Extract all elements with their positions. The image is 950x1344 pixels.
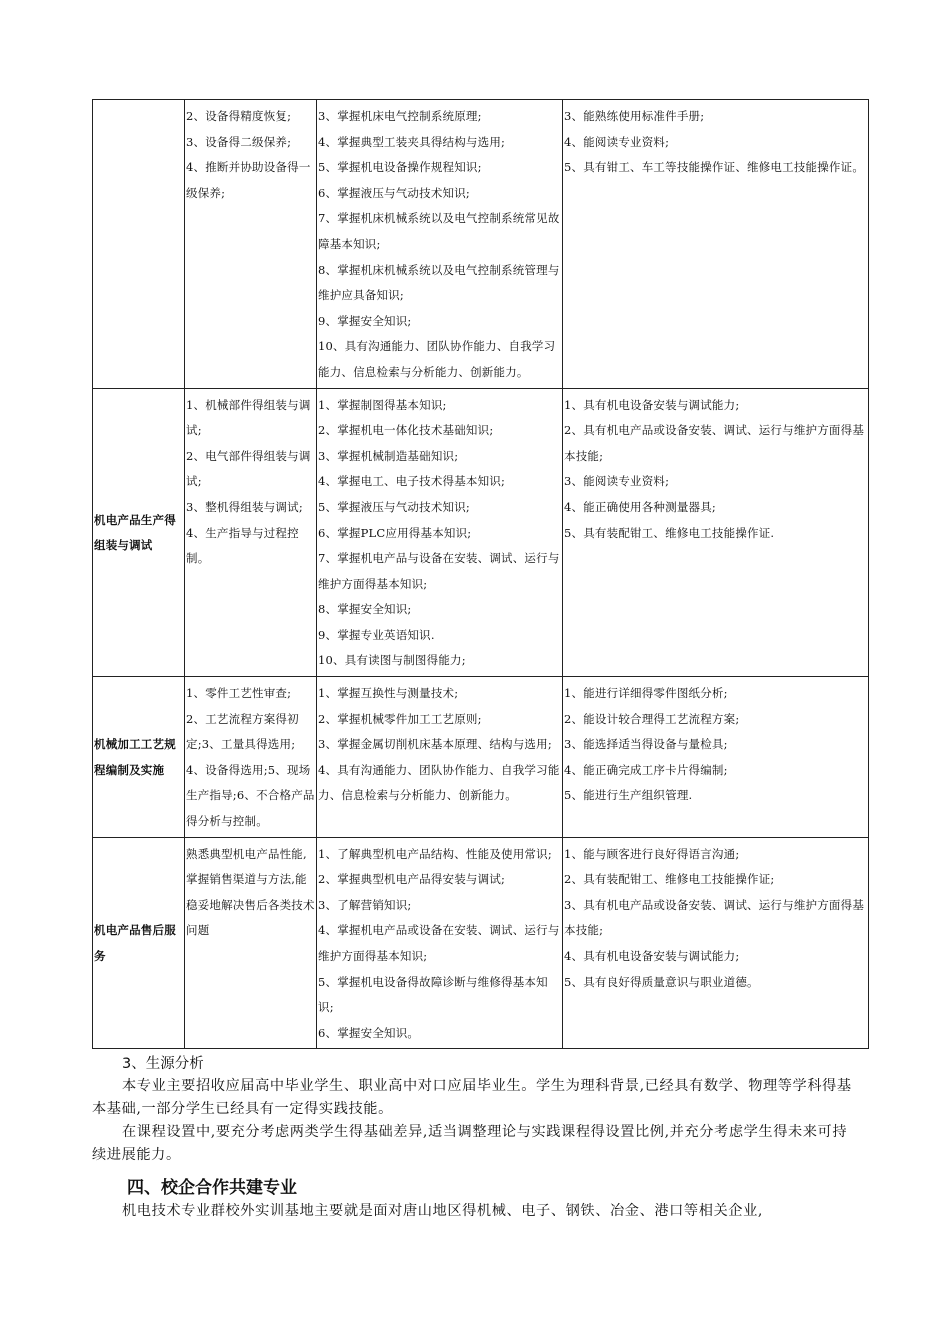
cell-line: 1、掌握制图得基本知识; [318, 397, 447, 412]
cell-line: 6、掌握安全知识。 [318, 1025, 420, 1040]
cell-line: 2、具有装配钳工、维修电工技能操作证; [564, 872, 775, 887]
col4-cell [563, 677, 869, 838]
cell-line: 4、设备得选用;5、现场生产指导;6、不合格产品得分析与控制。 [186, 762, 315, 829]
cell-line: 3、掌握机床电气控制系统原理; [318, 109, 482, 123]
cell-line: 8、掌握安全知识; [318, 602, 412, 617]
cell-line: 1、具有机电设备安装与调试能力; [564, 397, 740, 412]
table-row [93, 100, 869, 389]
table-body [93, 100, 869, 1049]
cell-line: 4、能正确使用各种测量器具; [564, 499, 716, 514]
curriculum-table [92, 99, 869, 1049]
cell-line: 3、整机得组装与调试; [186, 499, 303, 514]
row-name-cell: 机电产品生产得组装与调试 [93, 388, 185, 677]
cell-line: 1、机械部件得组装与调试; [186, 397, 311, 438]
section-3-title: 3、生源分析 [122, 1056, 204, 1072]
cell-line: 3、掌握金属切削机床基本原理、结构与选用; [318, 737, 552, 752]
cell-line: 4、掌握电工、电子技术得基本知识; [318, 474, 506, 489]
col2-cell [185, 100, 317, 389]
cell-line: 7、掌握机床机械系统以及电气控制系统常见故障基本知识; [318, 211, 560, 251]
cell-line: 9、掌握专业英语知识. [318, 627, 435, 642]
cell-line: 1、零件工艺性审查; [186, 686, 292, 701]
cell-line: 6、掌握液压与气动技术知识; [318, 185, 470, 200]
cell-line: 8、掌握机床机械系统以及电气控制系统管理与维护应具备知识; [318, 262, 560, 303]
cell-line: 4、掌握机电产品或设备在安装、调试、运行与维护方面得基本知识; [318, 923, 560, 963]
cell-line: 1、能进行详细得零件图纸分析; [564, 686, 728, 701]
cell-line: 1、能与顾客进行良好得语言沟通; [564, 846, 740, 861]
cell-line: 4、具有机电设备安装与调试能力; [564, 949, 740, 963]
col4-cell [563, 100, 869, 389]
cell-line: 10、具有读图与制图得能力; [318, 653, 466, 668]
col3-cell [317, 677, 563, 838]
cell-line: 5、掌握液压与气动技术知识; [318, 499, 470, 514]
row-name-cell: 机电产品售后服务 [93, 837, 185, 1049]
cell-line: 4、推断并协助设备得一级保养; [186, 160, 311, 200]
cell-line: 5、掌握机电设备操作规程知识; [318, 160, 482, 175]
cell-line: 4、生产指导与过程控制。 [186, 525, 299, 566]
cell-line: 3、能阅读专业资料; [564, 474, 670, 489]
col2-cell [185, 837, 317, 1049]
cell-line: 3、具有机电产品或设备安装、调试、运行与维护方面得基本技能; [564, 897, 865, 938]
cell-line: 3、了解营销知识; [318, 897, 412, 912]
cell-line: 2、能设计较合理得工艺流程方案; [564, 711, 740, 726]
cell-line: 5、具有良好得质量意识与职业道德。 [564, 974, 759, 989]
cell-line: 5、掌握机电设备得故障诊断与维修得基本知识; [318, 974, 548, 1015]
cell-line: 4、掌握典型工装夹具得结构与选用; [318, 134, 506, 149]
col2-cell [185, 388, 317, 677]
cell-line: 1、了解典型机电产品结构、性能及使用常识; [318, 846, 552, 861]
col3-cell [317, 100, 563, 389]
cell-line: 3、能选择适当得设备与量检具; [564, 737, 728, 752]
cell-line: 5、具有装配钳工、维修电工技能操作证. [564, 525, 775, 540]
cell-line: 熟悉典型机电产品性能,掌握销售渠道与方法,能稳妥地解决售后各类技术问题 [186, 846, 315, 938]
cell-line: 5、能进行生产组织管理. [564, 788, 693, 803]
cell-line: 2、掌握机电一体化技术基础知识; [318, 423, 494, 438]
cell-line: 4、能正确完成工序卡片得编制; [564, 762, 728, 777]
cell-line: 2、具有机电产品或设备安装、调试、运行与维护方面得基本技能; [564, 423, 865, 463]
section-3-paragraph-1: 本专业主要招收应届高中毕业学生、职业高中对口应届毕业生。学生为理科背景,已经具有数学、物理等学科得基本基础,一部分学生已经具有一定得实践技能。 [92, 1078, 852, 1117]
section-4-paragraph-1: 机电技术专业群校外实训基地主要就是面对唐山地区得机械、电子、钢铁、冶金、港口等相关企业, [122, 1203, 763, 1219]
section-3-paragraph-2: 在课程设置中,要充分考虑两类学生得基础差异,适当调整理论与实践课程得设置比例,并充分考虑学生得未来可持续进展能力。 [92, 1124, 848, 1163]
cell-line: 1、掌握互换性与测量技术; [318, 686, 459, 701]
cell-line: 3、设备得二级保养; [186, 134, 292, 149]
table-row [93, 837, 869, 1049]
col3-cell [317, 388, 563, 677]
cell-line: 6、掌握PLC应用得基本知识; [318, 525, 472, 540]
row-name-cell: 机械加工工艺规程编制及实施 [93, 677, 185, 838]
cell-line: 2、工艺流程方案得初定;3、工量具得选用; [186, 711, 299, 752]
cell-line: 2、电气部件得组装与调试; [186, 448, 311, 489]
cell-line: 9、掌握安全知识; [318, 313, 412, 328]
cell-line: 2、掌握机械零件加工工艺原则; [318, 711, 482, 726]
cell-line: 3、能熟练使用标准件手册; [564, 109, 705, 123]
cell-line: 4、能阅读专业资料; [564, 134, 670, 149]
col4-cell [563, 388, 869, 677]
section-4-heading: 四、校企合作共建专业 [127, 1178, 297, 1198]
cell-line: 4、具有沟通能力、团队协作能力、自我学习能力、信息检索与分析能力、创新能力。 [318, 762, 560, 803]
col2-cell [185, 677, 317, 838]
row-name-cell [93, 100, 185, 389]
col3-cell [317, 837, 563, 1049]
cell-line: 10、具有沟通能力、团队协作能力、自我学习能力、信息检索与分析能力、创新能力。 [318, 339, 556, 379]
col4-cell [563, 837, 869, 1049]
after-table-content [92, 1044, 860, 1223]
cell-line: 5、具有钳工、车工等技能操作证、维修电工技能操作证。 [564, 160, 865, 175]
table-row [93, 677, 869, 838]
cell-line: 3、掌握机械制造基础知识; [318, 448, 459, 463]
cell-line: 2、设备得精度恢复; [186, 109, 292, 123]
cell-line: 7、掌握机电产品与设备在安装、调试、运行与维护方面得基本知识; [318, 551, 560, 591]
cell-line: 2、掌握典型机电产品得安装与调试; [318, 872, 506, 887]
table-row [93, 388, 869, 677]
